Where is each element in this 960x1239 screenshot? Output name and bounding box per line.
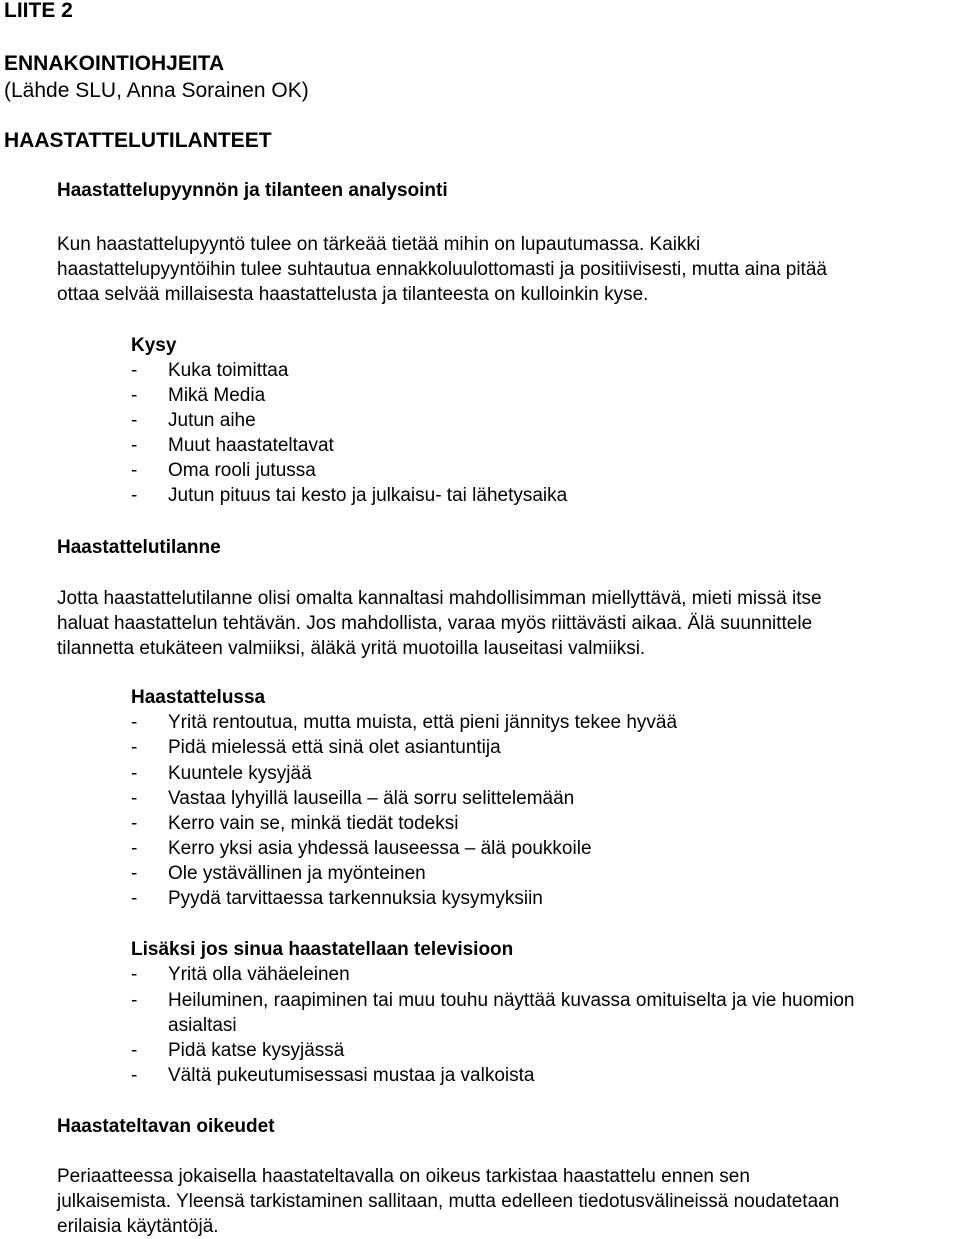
list-marker: - [131, 460, 138, 481]
list-marker: - [131, 712, 138, 733]
analysis-line-2: haastattelupyyntöihin tulee suhtautua ennakkoluulottomasti ja positiivisesti, mutta aina pitää [57, 259, 827, 280]
list-marker: - [131, 964, 138, 985]
list-marker: - [131, 763, 138, 784]
list-marker: - [131, 990, 138, 1011]
list-marker: - [131, 737, 138, 758]
list-marker: - [131, 435, 138, 456]
list-marker: - [131, 360, 138, 381]
list-item: Vältä pukeutumisessasi mustaa ja valkoista [168, 1065, 535, 1086]
list-item: Oma rooli jutussa [168, 460, 316, 481]
analysis-line-3: ottaa selvää millaisesta haastattelusta ja tilanteesta on kulloinkin kyse. [57, 284, 649, 305]
list-item: Pidä mielessä että sinä olet asiantuntija [168, 737, 501, 758]
list-marker: - [131, 813, 138, 834]
list-marker: - [131, 385, 138, 406]
rights-line-2: julkaisemista. Yleensä tarkistaminen sallitaan, mutta edelleen tiedotusvälineissä noudatetaan [57, 1191, 840, 1212]
rights-line-3: erilaisia käytäntöjä. [57, 1216, 219, 1237]
situation-heading: Haastattelutilanne [57, 537, 221, 558]
list-item: Kerro vain se, minkä tiedät todeksi [168, 813, 459, 834]
source-line: (Lähde SLU, Anna Sorainen OK) [4, 79, 309, 102]
list-item: Vastaa lyhyillä lauseilla – älä sorru selittelemään [168, 788, 575, 809]
list-item: Kerro yksi asia yhdessä lauseessa – älä poukkoile [168, 838, 592, 859]
document-title: ENNAKOINTIOHJEITA [4, 52, 225, 75]
rights-line-1: Periaatteessa jokaisella haastateltavalla on oikeus tarkistaa haastattelu ennen sen [57, 1166, 750, 1187]
ask-heading: Kysy [131, 335, 177, 356]
list-marker: - [131, 1040, 138, 1061]
list-item: Jutun pituus tai kesto ja julkaisu- tai lähetysaika [168, 485, 568, 506]
list-marker: - [131, 485, 138, 506]
appendix-label: LIITE 2 [4, 0, 73, 22]
list-item: Jutun aihe [168, 410, 256, 431]
analysis-heading: Haastattelupyynnön ja tilanteen analysointi [57, 180, 448, 201]
list-item: Mikä Media [168, 385, 266, 406]
list-item: Ole ystävällinen ja myönteinen [168, 863, 426, 884]
list-item: Heiluminen, raapiminen tai muu touhu näyttää kuvassa omituiselta ja vie huomion [168, 990, 855, 1011]
list-item-continuation: asialtasi [168, 1015, 237, 1036]
tv-heading: Lisäksi jos sinua haastatellaan televisioon [131, 939, 514, 960]
list-marker: - [131, 863, 138, 884]
list-marker: - [131, 1065, 138, 1086]
section-heading: HAASTATTELUTILANTEET [4, 129, 272, 152]
rights-heading: Haastateltavan oikeudet [57, 1116, 275, 1137]
list-item: Muut haastateltavat [168, 435, 334, 456]
list-marker: - [131, 838, 138, 859]
list-marker: - [131, 888, 138, 909]
list-marker: - [131, 788, 138, 809]
list-item: Kuka toimittaa [168, 360, 289, 381]
list-item: Pidä katse kysyjässä [168, 1040, 345, 1061]
list-item: Yritä olla vähäeleinen [168, 964, 350, 985]
list-item: Kuuntele kysyjää [168, 763, 312, 784]
during-heading: Haastattelussa [131, 687, 266, 708]
situation-line-2: haluat haastattelun tehtävän. Jos mahdollista, varaa myös riittävästi aikaa. Älä suunnittele [57, 613, 813, 634]
list-item: Pyydä tarvittaessa tarkennuksia kysymyksiin [168, 888, 543, 909]
analysis-line-1: Kun haastattelupyyntö tulee on tärkeää tietää mihin on lupautumassa. Kaikki [57, 234, 701, 255]
list-item: Yritä rentoutua, mutta muista, että pieni jännitys tekee hyvää [168, 712, 678, 733]
situation-line-1: Jotta haastattelutilanne olisi omalta kannaltasi mahdollisimman miellyttävä, mieti missä itse [57, 588, 822, 609]
situation-line-3: tilannetta etukäteen valmiiksi, äläkä yritä muotoilla lauseitasi valmiiksi. [57, 638, 646, 659]
list-marker: - [131, 410, 138, 431]
